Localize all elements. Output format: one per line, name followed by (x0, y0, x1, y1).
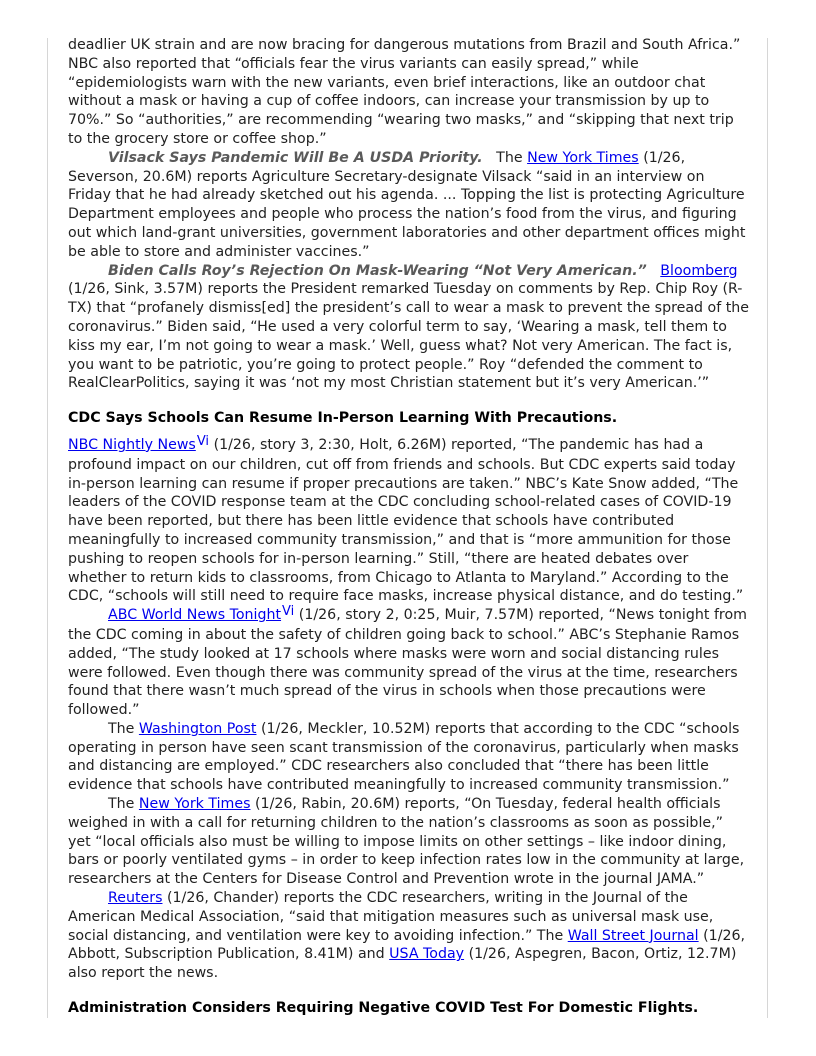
paragraph-abc: ABC World News TonightVi (1/26, story 2, 0:25, Muir, 7.57M) reported, “News tonight from the CDC coming in about the safety of children going back to school.” ABC’s Stephanie Ramos added, “The study looked at 17 schools where masks were worn and social distancing rules were followed. Even though there was community spread of the virus at the time, researchers found that there wasn’t much spread of the virus in schools when those precautions were followed.” (68, 604, 747, 719)
article-content (68, 36, 750, 1018)
headline-admin-flights: Administration Considers Requiring Negative COVID Test For Domestic Flights. (68, 1000, 699, 1017)
paragraph-biden-roy: Biden Calls Roy’s Rejection On Mask-Wearing “Not Very American.” Bloomberg (1/26, Sink, 3.57M) reports the President remarked Tuesday on comments by Rep. Chip Roy (R-TX) that “profanely dismiss[ed] the president’s call to wear a mask to prevent the spread of the coronavirus.” Biden said, “He used a very colorful term to say, ‘Wearing a mask, tell them to kiss my ear, I’m not going to wear a mask.’ Well, guess what? Not very American. The fact is, you want to be patriotic, you’re going to protect people.” Roy “defended the comment to RealClearPolitics, saying it was ‘not my most Christian statement but it’s very American.’” (68, 262, 750, 392)
left-page-rule (47, 38, 48, 1018)
paragraph-nbc: NBC Nightly NewsVi (1/26, story 3, 2:30, Holt, 6.26M) reported, “The pandemic has had a profound impact on our children, cut off from friends and schools. But CDC experts said today in-person learning can resume if proper precautions are taken.” NBC’s Kate Snow added, “The leaders of the COVID response team at the CDC concluding school-related cases of COVID-19 have been reported, but there has been little evidence that schools have contributed meaningfully to increased community transmission,” and that is “more ammunition for those pushing to reopen schools for in-person learning.” Still, “there are heated debates over whether to return kids to classrooms, from Chicago to Atlanta to Maryland.” According to the CDC, “schools will still need to require face masks, increase physical distance, and do testing.” (68, 433, 744, 605)
video-indicator-icon[interactable]: Vi (196, 433, 210, 449)
video-indicator-icon[interactable]: Vi (282, 604, 295, 620)
right-page-rule (767, 38, 768, 1018)
link-bloomberg[interactable]: Bloomberg (660, 262, 738, 279)
kicker-biden-roy: Biden Calls Roy’s Rejection On Mask-Wearing “Not Very American.” (108, 262, 647, 279)
headline-cdc-schools: CDC Says Schools Can Resume In-Person Learning With Precautions. (68, 410, 618, 427)
paragraph-variants: deadlier UK strain and are now bracing for dangerous mutations from Brazil and South Africa.” NBC also reported that “officials fear the virus variants can easily spread,” while “epidemiologists warn with the new variants, even brief interactions, like an outdoor chat without a mask or having a cup of coffee indoors, can increase your transmission by up to 70%.” So “authorities,” are recommending “wearing two masks,” and “skipping that next trip to the grocery store or coffee shop.” (68, 37, 741, 147)
link-new-york-times[interactable]: New York Times (527, 149, 639, 166)
link-nbc-nightly-news[interactable]: NBC Nightly News (68, 436, 196, 453)
paragraph-vilsack: Vilsack Says Pandemic Will Be A USDA Priority. The New York Times (1/26, Severson, 20.6M) reports Agriculture Secretary-designate Vilsack “said in an interview on Friday that he had already sketched out his agenda. ... Topping the list is protecting Agriculture Department employees and people who process the nation’s food from the virus, and figuring out which land-grant universities, government laboratories and other department offices might be able to store and administer vaccines.” (68, 149, 746, 260)
link-abc-world-news-tonight[interactable]: ABC World News Tonight (108, 607, 282, 624)
link-washington-post[interactable]: Washington Post (138, 720, 257, 737)
paragraph-reuters: Reuters (1/26, Chander) reports the CDC researchers, writing in the Journal of the American Medical Association, “said that mitigation measures such as universal mask use, social distancing, and ventilation were key to avoiding infection.” The Wall Street Journal (1/26, Abbott, Subscription Publication, 8.41M) and USA Today (1/26, Aspegren, Bacon, Ortiz, 12.7M) also report the news. (68, 890, 746, 982)
link-wall-street-journal[interactable]: Wall Street Journal (567, 927, 699, 944)
paragraph-nyt-rabin: The New York Times (1/26, Rabin, 20.6M) reports, “On Tuesday, federal health officials weighed in with a call for returning children to the nation’s classrooms as soon as possible,” yet “local officials also must be willing to impose limits on other settings – like indoor dining, bars or poorly ventilated gyms – in order to keep infection rates low in the community at large, researchers at the Centers for Disease Control and Prevention wrote in the journal JAMA.” (68, 796, 745, 888)
link-reuters[interactable]: Reuters (108, 890, 163, 907)
kicker-vilsack: Vilsack Says Pandemic Will Be A USDA Priority. (108, 149, 483, 166)
link-new-york-times-2[interactable]: New York Times (138, 796, 251, 813)
link-usa-today[interactable]: USA Today (389, 946, 465, 963)
paragraph-washington-post: The Washington Post (1/26, Meckler, 10.52M) reports that according to the CDC “schools operating in person have seen scant transmission of the coronavirus, particularly when masks and distancing are employed.” CDC researchers also concluded that “there has been little evidence that schools have contributed meaningfully to increased community transmission.” (68, 720, 740, 794)
